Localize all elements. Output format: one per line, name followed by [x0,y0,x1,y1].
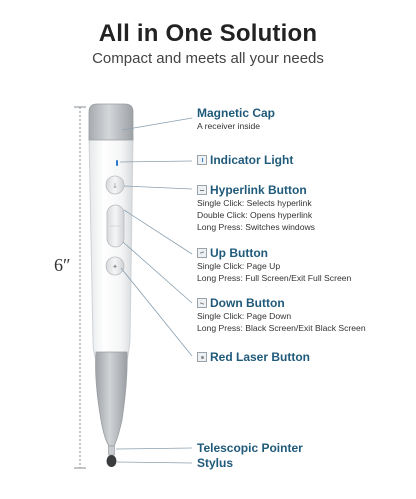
callout-magnetic-cap [197,106,275,132]
stylus-tip [107,455,117,467]
hyperlink-desc-3: Long Press: Switches windows [197,222,315,232]
laser-button-glyph: ✦ [112,263,118,271]
callout-indicator-light [197,153,293,167]
up-button-title: Up Button [210,246,268,260]
leader-telescopic-pointer [116,448,192,449]
telescopic-pointer-title: Telescopic Pointer [197,441,303,455]
callout-down-button [197,296,366,334]
leader-up-button [124,210,192,254]
leader-red-laser-button [121,268,192,356]
height-dimension-line [74,107,86,468]
red-laser-button-title: Red Laser Button [210,350,311,364]
pen-body [89,136,133,360]
pen-grip [96,352,128,446]
hyperlink-button-glyph: ↓ [112,182,118,190]
height-dimension-label: 6″ [54,255,71,275]
hyperlink-desc-2: Double Click: Opens hyperlink [197,210,313,220]
leader-hyperlink-button [124,186,192,189]
hyperlink-button-title: Hyperlink Button [210,183,307,197]
callout-red-laser-button [197,350,310,364]
telescopic-pointer [109,446,115,455]
leader-down-button [123,242,192,303]
down-desc-1: Single Click: Page Down [197,311,292,321]
up-desc-2: Long Press: Full Screen/Exit Full Screen [197,273,352,283]
callout-up-button [197,246,351,284]
page-subtitle: Compact and meets all your needs [92,50,324,67]
hyperlink-desc-1: Single Click: Selects hyperlink [197,198,312,208]
down-desc-2: Long Press: Black Screen/Exit Black Screen [197,323,366,333]
magnetic-cap [89,104,133,140]
up-button-icon [197,248,207,258]
callout-stylus [197,456,233,470]
callout-telescopic-pointer [197,441,303,455]
callout-hyperlink-button [197,183,315,233]
down-button-title: Down Button [210,296,285,310]
magnetic-cap-desc-1: A receiver inside [197,121,261,131]
red-laser-button-icon [197,352,207,362]
up-desc-1: Single Click: Page Up [197,261,281,271]
hyperlink-button-icon [197,185,207,195]
magnetic-cap-title: Magnetic Cap [197,106,276,120]
indicator-light-icon [197,155,207,165]
leader-stylus [117,462,192,463]
indicator-light-title: Indicator Light [210,153,294,167]
indicator-led [116,160,118,166]
page-title: All in One Solution [98,20,318,47]
stylus-title: Stylus [197,456,234,470]
down-button-icon [197,298,207,308]
